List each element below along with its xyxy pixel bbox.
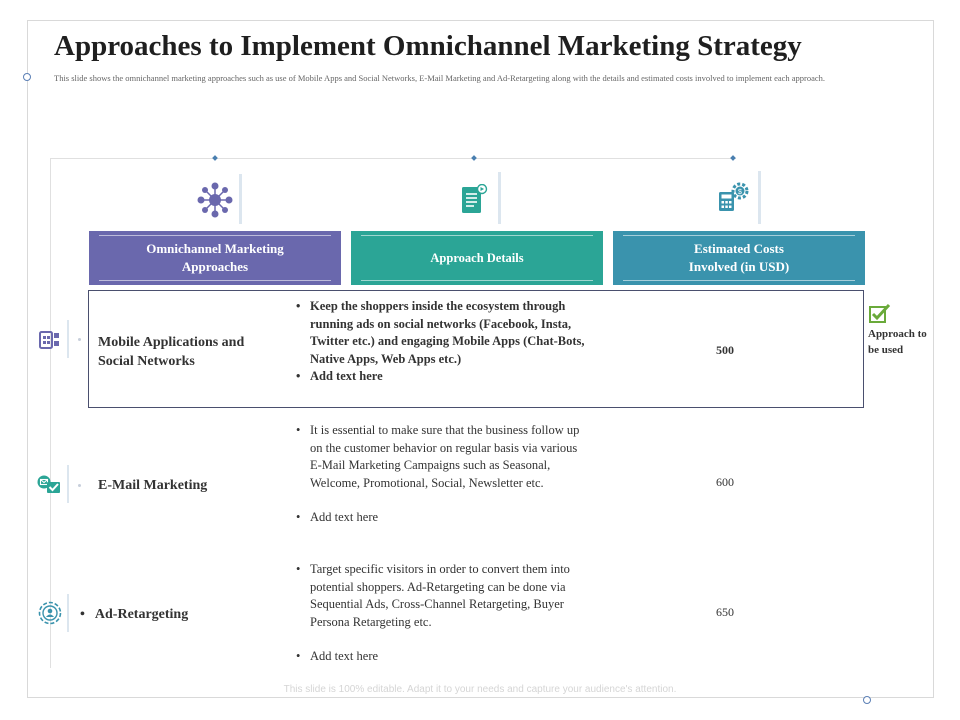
header-icon-bar-3 — [758, 171, 761, 224]
row-2-dot — [78, 484, 81, 487]
row-3-detail-2: • Add text here — [296, 648, 586, 666]
row-1-label: Mobile Applications and Social Networks — [98, 335, 245, 369]
row-3-label — [80, 605, 188, 624]
page-subtitle: This slide shows the omnichannel marketing approaches such as use of Mobile Apps and Social Networks, E-Mail Marketing and Ad-Retargeting along with the details and estimated costs involved to implement each approach. — [54, 73, 826, 83]
column-header-details-label: Approach Details — [430, 251, 524, 265]
approach-note — [868, 326, 932, 358]
header-icon-bar-2 — [498, 172, 501, 224]
row-1-detail-1: • Keep the shoppers inside the ecosystem through running ads on social networks (Facebook, Insta, Twitter etc.) and engaging Mobile Apps (Chat-Bots, Native Apps, Web Apps etc.) — [296, 298, 586, 368]
header-icon-bar-1 — [239, 174, 242, 224]
row-1-detail-2: • Add text here — [296, 368, 586, 386]
connector-line-left — [50, 158, 51, 668]
row-3-cost: 650 — [716, 605, 734, 619]
column-header-costs — [613, 231, 865, 285]
apps-icon — [39, 330, 61, 350]
row-1-dot — [78, 338, 81, 341]
row-3-label-text: Ad-Retargeting — [94, 607, 189, 622]
email-check-icon — [37, 474, 63, 496]
document-icon — [460, 184, 488, 216]
checkbox-checked-icon — [869, 304, 891, 324]
row-1-separator — [67, 320, 69, 358]
row-2-detail-1: • It is essential to make sure that the business follow up on the customer behavior on regular basis via various E-Mail Marketing Campaigns such as Seasonal, Welcome, Promotional, Social, Newsletter etc. — [296, 422, 586, 492]
row-1-cost: 500 — [716, 343, 734, 357]
network-hub-icon — [197, 182, 233, 218]
row-2-label: E-Mail Marketing — [98, 478, 208, 493]
row-2-detail-2: • Add text here — [296, 509, 586, 527]
column-header-details — [351, 231, 603, 285]
corner-dot-bottom — [863, 696, 871, 704]
connector-line-top — [50, 158, 736, 159]
row-2-separator — [67, 465, 69, 503]
approach-note-text: Approach to be used — [868, 328, 927, 356]
svg-text:$: $ — [738, 189, 742, 196]
row-2-cost: 600 — [716, 475, 734, 489]
row-3-separator — [67, 594, 69, 632]
column-header-costs-label: Estimated Costs Involved (in USD) — [688, 241, 790, 274]
target-user-icon — [38, 601, 62, 625]
page-title: Approaches to Implement Omnichannel Marketing Strategy — [54, 30, 802, 62]
footer-note: This slide is 100% editable. Adapt it to your needs and capture your audience's attention. — [283, 684, 677, 695]
column-header-approaches — [89, 231, 341, 285]
row-3-details — [296, 561, 586, 666]
row-3-bullet: • — [80, 607, 85, 622]
row-2-details — [296, 422, 586, 527]
calculator-gear-icon — [717, 182, 751, 214]
corner-dot-left — [23, 73, 31, 81]
column-header-approaches-label: Omnichannel Marketing Approaches — [146, 241, 284, 274]
row-3-detail-1: • Target specific visitors in order to convert them into potential shoppers. Ad-Retargeting can be done via Sequential Ads, Cross-Channel Retargeting, Buyer Persona Retargeting etc. — [296, 561, 586, 631]
row-1-details — [296, 298, 586, 386]
